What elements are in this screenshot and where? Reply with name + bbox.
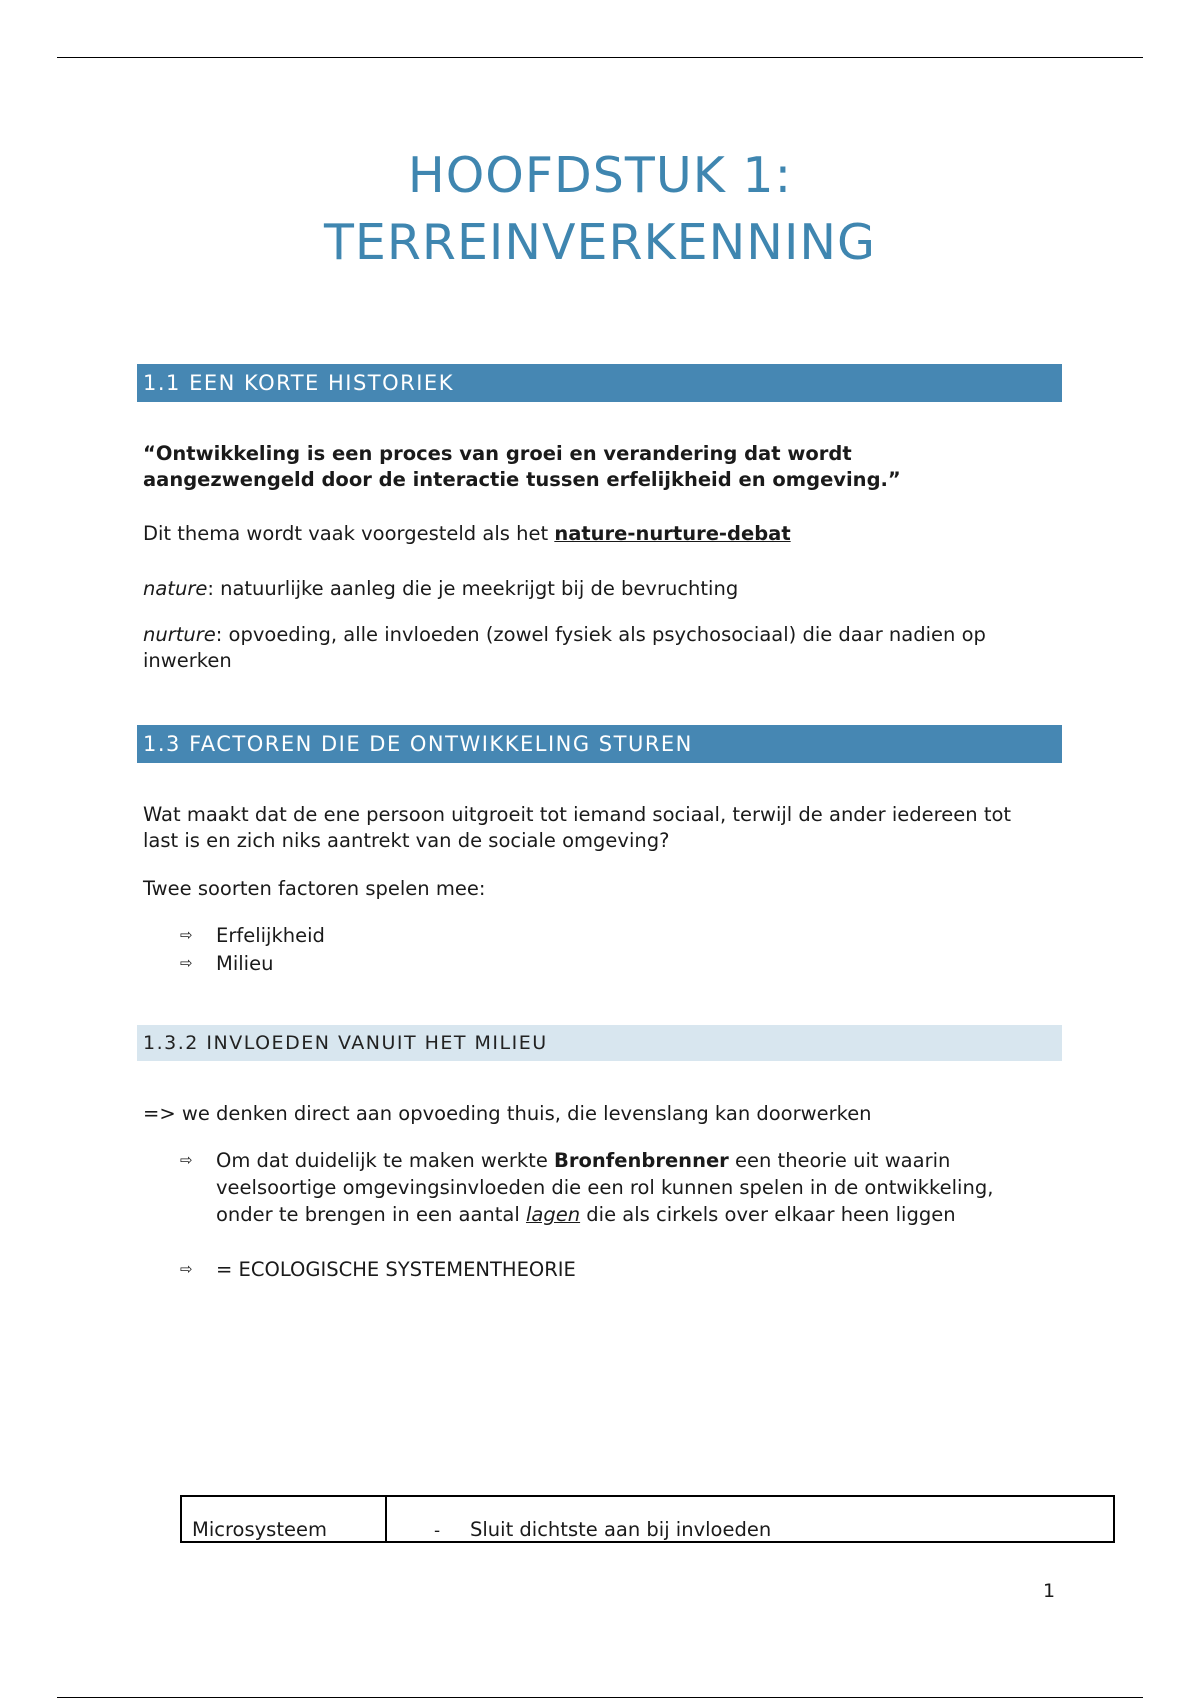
- factors-intro: Twee soorten factoren spelen mee:: [143, 877, 486, 900]
- nurture-definition-line-1: : opvoeding, alle invloeden (zowel fysiek als psychosociaal) die daar nadien op: [215, 623, 986, 646]
- definition-quote: [143, 441, 1063, 493]
- subsection-heading-milieu: 1.3.2 INVLOEDEN VANUIT HET MILIEU: [137, 1025, 1062, 1061]
- question-line-2: last is en zich niks aantrekt van de sociale omgeving?: [143, 829, 670, 852]
- quote-line-2: aangezwengeld door de interactie tussen erfelijkheid en omgeving.”: [143, 468, 901, 491]
- nature-term: nature: [143, 577, 208, 600]
- arrow-icon: ⇨: [180, 926, 193, 944]
- question-paragraph: [143, 802, 1063, 854]
- b1-line-1-prefix: Om dat duidelijk te maken werkte: [216, 1149, 555, 1172]
- arrow-icon: ⇨: [180, 1151, 193, 1169]
- theme-term: nature-nurture-debat: [554, 522, 791, 545]
- nurture-paragraph: [143, 622, 1063, 674]
- milieu-lead: => we denken direct aan opvoeding thuis, die levenslang kan doorwerken: [143, 1102, 872, 1125]
- theme-paragraph: [143, 521, 1063, 547]
- systems-table: [180, 1495, 1115, 1543]
- section-heading-factoren: 1.3 FACTOREN DIE DE ONTWIKKELING STUREN: [137, 725, 1062, 763]
- title-line-1: HOOFDSTUK 1:: [407, 147, 793, 204]
- b1-line-2: veelsoortige omgevingsinvloeden die een rol kunnen spelen in de ontwikkeling,: [216, 1176, 994, 1199]
- page-title: [0, 142, 1200, 276]
- lagen-term: lagen: [525, 1203, 581, 1226]
- nurture-term: nurture: [143, 623, 216, 646]
- b1-line-3-prefix: onder te brengen in een aantal: [216, 1203, 526, 1226]
- factor-erfelijkheid: Erfelijkheid: [216, 924, 325, 947]
- b1-line-1-suffix: een theorie uit waarin: [728, 1149, 951, 1172]
- section-heading-historiek: 1.1 EEN KORTE HISTORIEK: [137, 364, 1062, 402]
- nature-definition: : natuurlijke aanleg die je meekrijgt bij de bevruchting: [207, 577, 739, 600]
- nature-paragraph: [143, 576, 1063, 602]
- question-line-1: Wat maakt dat de ene persoon uitgroeit tot iemand sociaal, terwijl de ander iedereen tot: [143, 803, 1012, 826]
- bronfenbrenner-name: Bronfenbrenner: [554, 1149, 729, 1172]
- microsysteem-label: Microsysteem: [192, 1518, 327, 1541]
- list-dash: -: [434, 1521, 441, 1541]
- ecologische-systementheorie: = ECOLOGISCHE SYSTEMENTHEORIE: [216, 1258, 576, 1281]
- bronfenbrenner-text: [216, 1147, 1046, 1228]
- table-cell-system: [182, 1497, 387, 1541]
- b1-line-3-suffix: die als cirkels over elkaar heen liggen: [580, 1203, 956, 1226]
- title-line-2: TERREINVERKENNING: [323, 214, 877, 271]
- nurture-definition-line-2: inwerken: [143, 649, 232, 672]
- arrow-icon: ⇨: [180, 954, 193, 972]
- bottom-rule: [57, 1697, 1143, 1698]
- factor-milieu: Milieu: [216, 952, 274, 975]
- arrow-icon: ⇨: [180, 1260, 193, 1278]
- top-rule: [57, 57, 1143, 58]
- quote-line-1: “Ontwikkeling is een proces van groei en verandering dat wordt: [143, 442, 852, 465]
- page-number: 1: [1043, 1580, 1056, 1602]
- theme-text: Dit thema wordt vaak voorgesteld als het: [143, 522, 555, 545]
- microsysteem-description: Sluit dichtste aan bij invloeden: [470, 1518, 772, 1541]
